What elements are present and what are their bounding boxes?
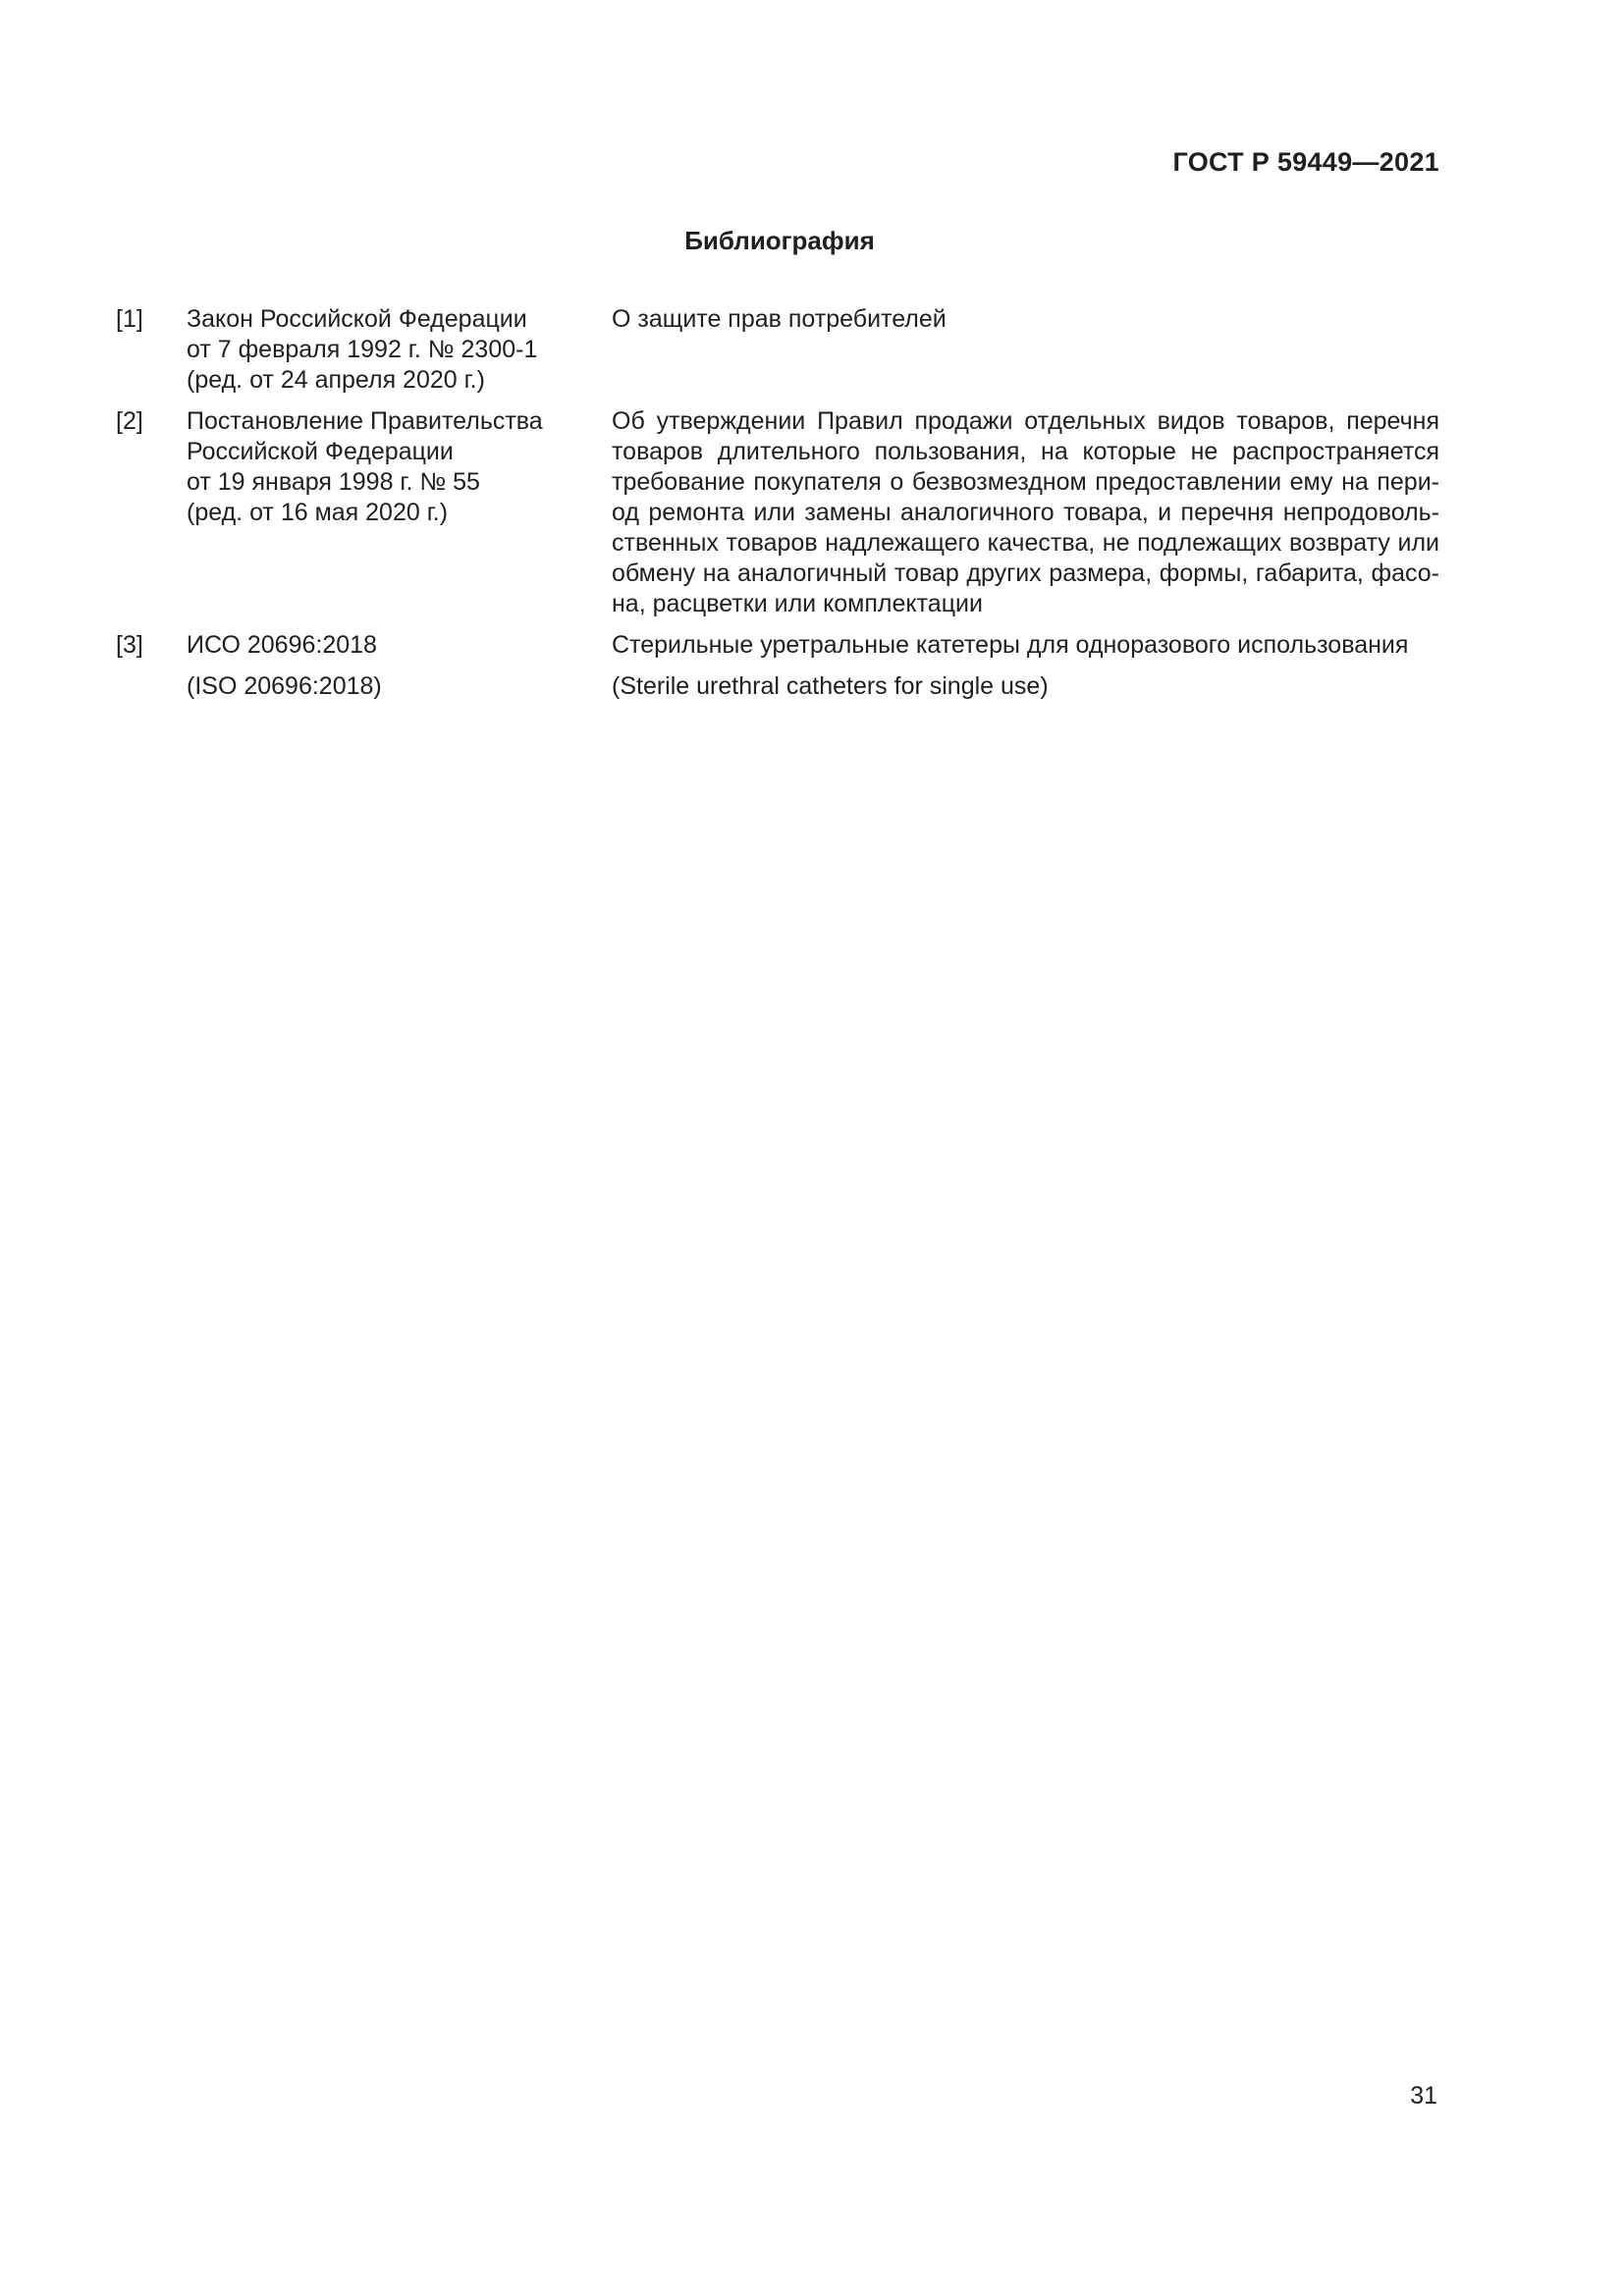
entry-source-line: Российской Федерации bbox=[187, 438, 454, 465]
entry-source-line: (ред. от 16 мая 2020 г.) bbox=[187, 499, 449, 526]
entry-source-line: Закон Российской Федерации bbox=[187, 305, 527, 333]
entry-description: Об утверждении Правил продажи отдельных видов товаров, перечня товаров длительного пользования, на которые не распространяется требование покупателя о безвозмездном предоставлении ему на период ремонта или замены аналогичного товара, и перечня непродовольственных товаров надлежащего качества, не подлежащих возврату или обмену на аналогичный товар других размера, формы, габарита, фасона, расцветки или комплектации bbox=[612, 407, 1439, 617]
bibliography-entry bbox=[116, 406, 1439, 619]
entry-original-source: (ISO 20696:2018) bbox=[187, 672, 382, 700]
entry-description: О защите прав потребителей bbox=[612, 305, 947, 333]
entry-source-line: (ред. от 24 апреля 2020 г.) bbox=[187, 366, 485, 394]
bibliography-entry bbox=[116, 630, 1439, 661]
entry-source bbox=[187, 630, 612, 661]
entry-number: [2] bbox=[116, 407, 143, 435]
entry-original-description: (Sterile urethral catheters for single use) bbox=[612, 672, 1049, 700]
bibliography-list bbox=[116, 304, 1439, 702]
entry-source bbox=[187, 406, 612, 619]
bibliography-entry-original bbox=[116, 671, 1439, 702]
entry-number-spacer bbox=[116, 671, 187, 702]
entry-source-line: от 19 января 1998 г. № 55 bbox=[187, 468, 480, 496]
entry-source bbox=[187, 304, 612, 396]
entry-number: [1] bbox=[116, 305, 143, 333]
document-code: ГОСТ Р 59449—2021 bbox=[1172, 147, 1439, 177]
entry-description: Стерильные уретральные катетеры для одноразового использования bbox=[612, 631, 1409, 659]
entry-source-line: Постановление Правительства bbox=[187, 407, 543, 435]
entry-source-line: ИСО 20696:2018 bbox=[187, 631, 377, 659]
bibliography-entry bbox=[116, 304, 1439, 396]
section-title: Библиография bbox=[684, 226, 875, 255]
page-number: 31 bbox=[1410, 2082, 1437, 2109]
entry-source-line: от 7 февраля 1992 г. № 2300-1 bbox=[187, 336, 538, 363]
entry-number: [3] bbox=[116, 631, 143, 659]
